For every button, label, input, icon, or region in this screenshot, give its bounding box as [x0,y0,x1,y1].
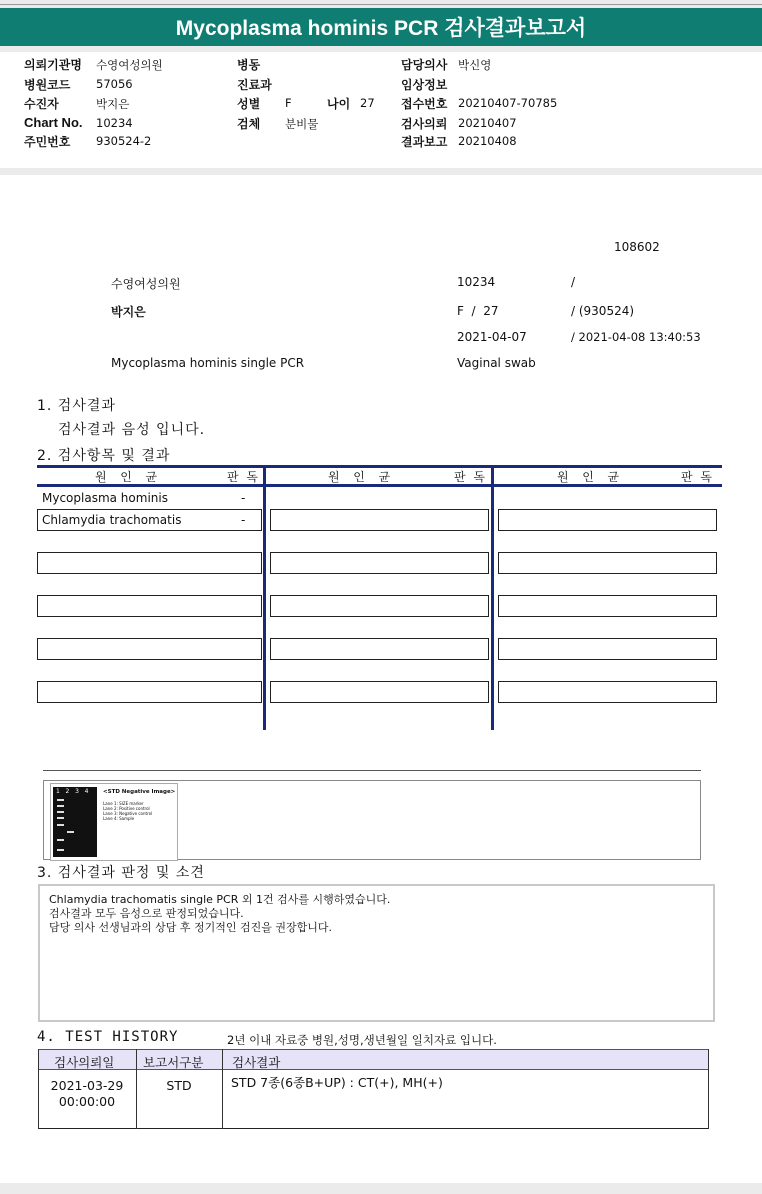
info-label-report: 결과보고 [401,135,448,149]
section3-title: 3. 검사결과 판정 및 소견 [37,865,205,881]
history-header-row [38,1049,709,1070]
result-cell-empty [498,681,717,703]
gel-legend-item: Lane 4: Sample [103,816,135,821]
result-cell-empty [270,552,489,574]
result-cell-empty [37,681,262,703]
pathogen-result: - [241,513,246,527]
info-label-ward: 병동 [237,58,261,72]
info-label-rrn: 주민번호 [24,135,71,149]
patient-info-panel [0,52,762,168]
gel-band [57,817,64,819]
gel-lanes-photo [53,787,97,857]
history-header-type: 보고서구분 [143,1055,204,1070]
history-note: 2년 이내 자료중 병원,성명,생년월일 일치자료 입니다. [227,1033,497,1047]
col-header-pathogen-3: 원 인 균 [557,470,622,484]
info-value-doctor: 박신영 [458,58,492,72]
info-value-request: 20210407 [458,116,517,130]
history-header-result: 검사결과 [232,1055,281,1070]
sheet-slash: / [571,275,576,289]
pathogen-name: Mycoplasma hominis [42,491,168,505]
result-cell-empty [498,595,717,617]
gel-legend-item: Lane 2: Positive control [103,806,150,811]
opinion-box [38,884,715,1022]
sheet-report-datetime: / 2021-04-08 13:40:53 [571,330,701,344]
history-col-divider [222,1049,223,1129]
info-value-patient: 박지은 [96,97,130,111]
doc-number: 108602 [614,240,660,254]
info-label-sex: 성별 [237,97,261,111]
gel-title: <STD Negative Image> [103,789,176,795]
result-cell-empty [270,638,489,660]
gel-legend [103,801,152,821]
table-divider-1 [263,465,266,730]
sheet-clinic: 수영여성의원 [111,277,181,291]
history-header-date: 검사의뢰일 [54,1055,115,1070]
sheet-birth: / (930524) [571,304,635,318]
info-label-request: 검사의뢰 [401,117,448,131]
history-row-date [38,1078,136,1110]
section2-title: 2. 검사항목 및 결과 [37,448,171,464]
info-value-sex: F [285,96,292,110]
history-time: 00:00:00 [58,1094,116,1109]
history-result: STD 7종(6종B+UP) : CT(+), MH(+) [231,1075,443,1090]
info-value-receipt-no: 20210407-70785 [458,96,558,110]
info-value-hospital-code: 57056 [96,77,133,91]
col-header-result-1: 판 독 [227,470,260,484]
gel-band [57,805,64,807]
col-header-pathogen-1: 원 인 균 [95,470,160,484]
sheet-chart-no: 10234 [457,275,496,289]
info-label-specimen: 검체 [237,117,261,131]
result-cell-empty [498,509,717,531]
opinion-line: 검사결과 모두 음성으로 판정되었습니다. [49,907,244,920]
gel-top-rule [43,770,701,771]
sheet-specimen: Vaginal swab [457,356,536,370]
sheet-request-date: 2021-04-07 [457,330,527,344]
info-value-rrn: 930524-2 [96,134,152,148]
section4-title: 4. TEST HISTORY [37,1029,179,1045]
gel-band [57,849,64,851]
history-type: STD [166,1078,192,1093]
info-label-clinical: 임상정보 [401,78,448,92]
col-header-result-3: 판 독 [681,470,714,484]
gel-lane-numbers: 1 2 3 4 [56,788,89,795]
gel-image [50,783,178,861]
gel-band [57,839,64,841]
info-label-hospital-code: 병원코드 [24,78,71,92]
gel-legend-item: Lane 3: Negative control [103,811,153,816]
pathogen-result: - [241,491,246,505]
result-cell-empty [37,595,262,617]
gel-legend-item: Lane 1: SIZE marker [103,801,144,806]
result-cell-empty [498,638,717,660]
col-header-pathogen-2: 원 인 균 [328,470,393,484]
result-cell-empty [498,552,717,574]
opinion-line: Chlamydia trachomatis single PCR 외 1건 검사를 시행하였습니다. [49,893,391,906]
top-border [0,4,762,5]
history-border-right [708,1049,709,1129]
result-cell-empty [37,552,262,574]
section1-title: 1. 검사결과 [37,398,116,414]
result-cell-empty [37,638,262,660]
info-value-clinic: 수영여성의원 [96,58,163,72]
info-label-age: 나이 [327,97,351,111]
info-label-receipt-no: 접수번호 [401,97,448,111]
sheet-sex-age: F / 27 [457,304,499,318]
col-header-result-2: 판 독 [454,470,487,484]
info-label-clinic: 의뢰기관명 [24,58,82,72]
sheet-test-name: Mycoplasma hominis single PCR [111,356,305,370]
result-cell-empty [270,681,489,703]
result-cell-empty [270,595,489,617]
gel-band [57,824,64,826]
gel-band [57,811,64,813]
info-label-dept: 진료과 [237,78,272,92]
table-divider-2 [491,465,494,730]
info-value-age: 27 [360,96,375,110]
sheet-patient: 박지은 [111,305,146,319]
info-label-doctor: 담당의사 [401,58,448,72]
report-title: Mycoplasma hominis PCR 검사결과보고서 [0,8,762,46]
section1-result: 검사결과 음성 입니다. [58,422,206,438]
info-value-specimen: 분비물 [285,117,319,131]
result-cell-empty [270,509,489,531]
gel-band [67,831,74,833]
info-value-report: 20210408 [458,134,517,148]
gel-band [57,799,64,801]
opinion-line: 담당 의사 선생님과의 상담 후 정기적인 검진을 권장합니다. [49,921,332,934]
info-value-chart-no: 10234 [96,116,133,130]
pathogen-name: Chlamydia trachomatis [42,513,182,527]
history-date: 2021-03-29 [50,1078,124,1093]
history-table [38,1049,709,1129]
info-label-patient: 수진자 [24,97,59,111]
info-label-chart-no: Chart No. [24,115,83,130]
